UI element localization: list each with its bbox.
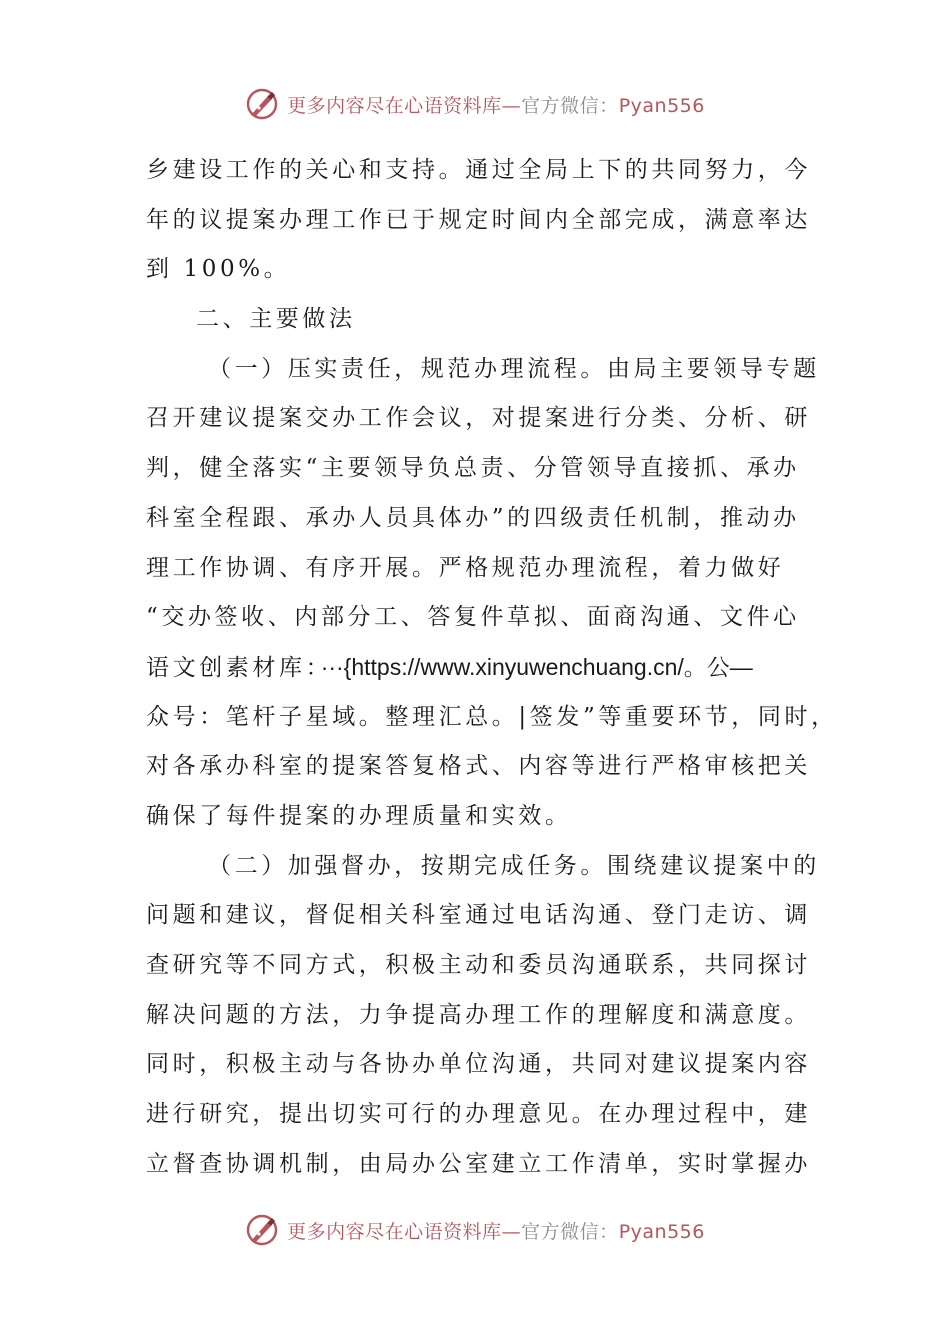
body-line: 理工作协调、有序开展。严格规范办理流程，着力做好 — [146, 554, 785, 581]
body-line: 问题和建议，督促相关科室通过电话沟通、登门走访、调 — [146, 902, 811, 929]
body-line: 到 100%。 — [146, 256, 291, 283]
body-line — [146, 643, 818, 693]
body-line: （一）压实责任，规范办理流程。由局主要领导专题 — [208, 355, 820, 382]
body-line: 判，健全落实“主要领导负总责、分管领导直接抓、承办 — [146, 455, 800, 482]
body-line: 乡建设工作的关心和支持。通过全局上下的共同努力，今 — [146, 157, 811, 183]
body-line: 解决问题的方法，力争提高办理工作的理解度和满意度。 — [146, 1001, 811, 1028]
pen-nib-circle-logo-icon — [245, 87, 279, 121]
wechat-label: 官方微信： — [521, 94, 619, 117]
body-line: 进行研究，提出切实可行的办理意见。在办理过程中，建 — [146, 1101, 811, 1128]
body-line: 召开建议提案交办工作会议，对提案进行分类、分析、研 — [146, 405, 811, 432]
banner-line — [287, 91, 705, 118]
body-line-part: 语文创素材库： — [146, 654, 321, 681]
body-line: 查研究等不同方式，积极主动和委员沟通联系，共同探讨 — [146, 952, 811, 978]
body-line: 年的议提案办理工作已于规定时间内全部完成，满意率达 — [146, 206, 811, 233]
section-heading: 二、主要做法 — [196, 306, 356, 333]
body-line: 对各承办科室的提案答复格式、内容等进行严格审核把关 — [146, 753, 811, 780]
body-line: “交办签收、内部分工、答复件草拟、面商沟通、文件心 — [146, 604, 800, 631]
footer-banner — [0, 1210, 950, 1250]
body-line: 确保了每件提案的办理质量和实效。 — [146, 802, 572, 829]
body-line: 众号：笔杆子星域。整理汇总。|签发”等重要环节，同时， — [146, 703, 838, 730]
body-line: （二）加强督办，按期完成任务。围绕建议提案中的 — [208, 852, 820, 879]
pen-nib-circle-logo-icon — [245, 1213, 279, 1247]
header-banner — [0, 84, 950, 124]
banner-text: 更多内容尽在心语资料库— — [287, 1220, 522, 1243]
wechat-id: Pyan556 — [618, 94, 705, 117]
body-line: 科室全程跟、承办人员具体办”的四级责任机制，推动办 — [146, 504, 800, 531]
document-body — [146, 146, 838, 1189]
banner-line — [287, 1217, 705, 1244]
wechat-id: Pyan556 — [618, 1220, 705, 1243]
body-line: 立督查协调机制，由局办公室建立工作清单，实时掌握办 — [146, 1150, 811, 1177]
url-text: ···{https://www.xinyuwenchuang.cn/。公— — [320, 653, 753, 680]
body-line: 同时，积极主动与各协办单位沟通，共同对建议提案内容 — [146, 1051, 811, 1078]
banner-text: 更多内容尽在心语资料库— — [287, 94, 522, 117]
wechat-label: 官方微信： — [521, 1220, 619, 1243]
